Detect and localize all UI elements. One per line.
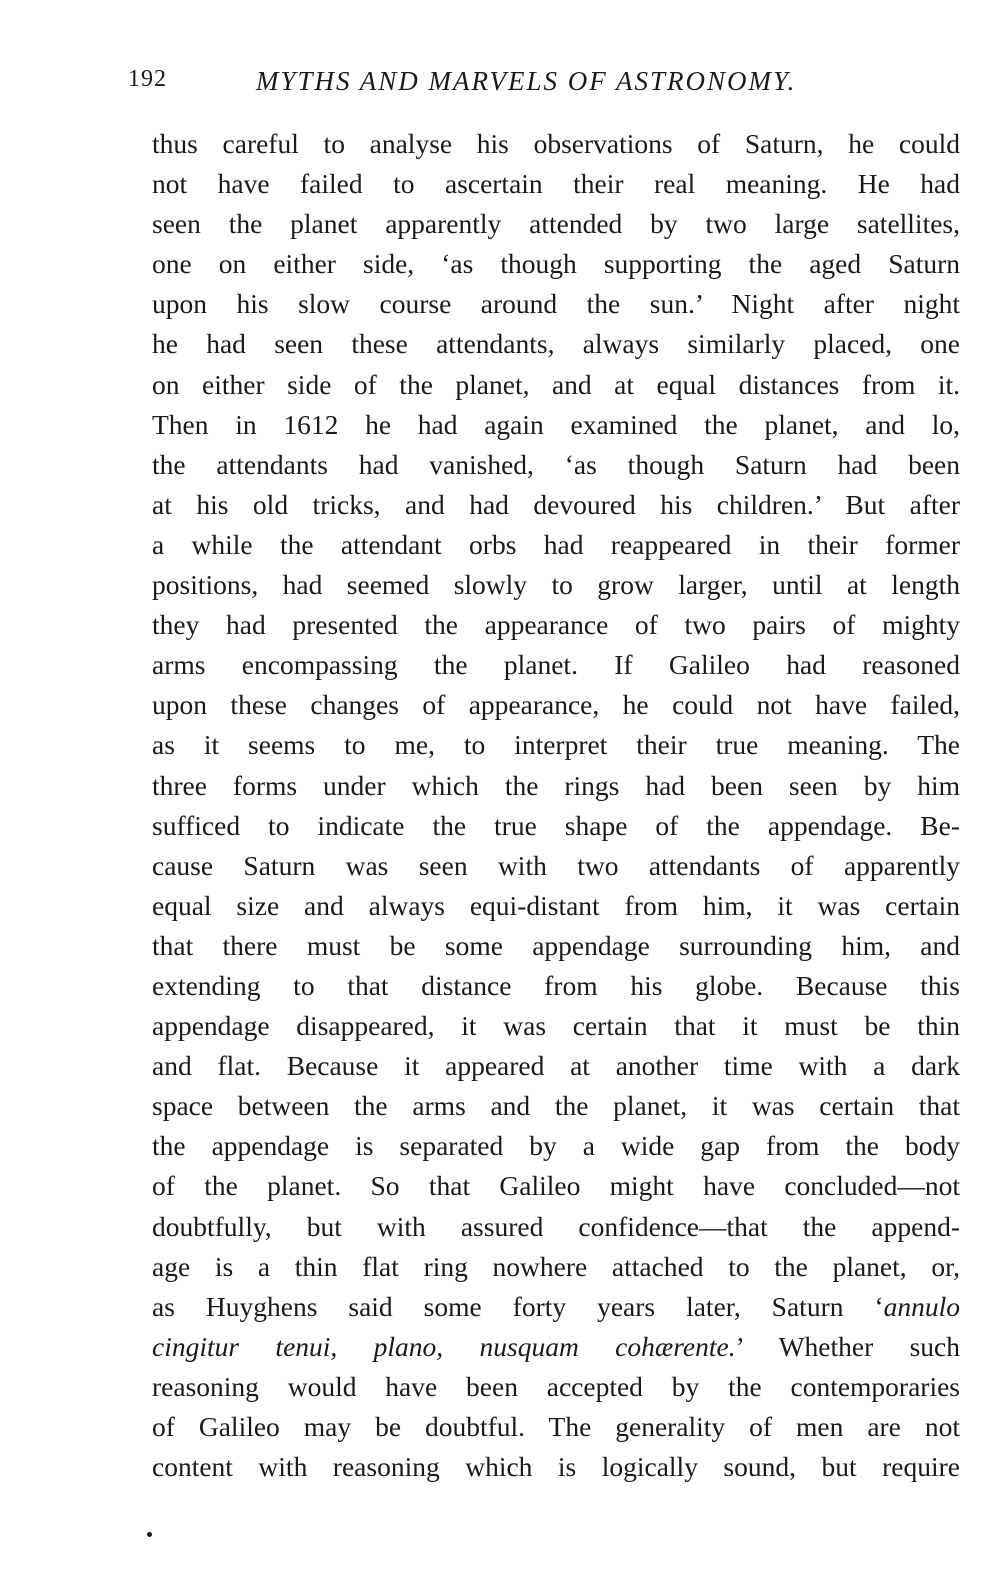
page-number: 192 xyxy=(128,66,167,92)
body-text xyxy=(152,124,960,1487)
running-title: MYTHS AND MARVELS OF ASTRONOMY. xyxy=(256,66,797,96)
text-line: positions, had seemed slowly to grow larger, until at length xyxy=(152,569,960,601)
text-line: not have failed to ascertain their real meaning. He had xyxy=(152,168,960,200)
text-line: upon these changes of appearance, he could not have failed, xyxy=(152,689,960,721)
text-line: age is a thin flat ring nowhere attached to the planet, or, xyxy=(152,1250,960,1282)
text-line: and flat. Because it appeared at another time with a dark xyxy=(152,1050,960,1082)
text-line: a while the attendant orbs had reappeared in their former xyxy=(152,528,960,560)
text-line: on either side of the planet, and at equal distances from it. xyxy=(152,368,960,400)
text-line: equal size and always equi-distant from him, it was certain xyxy=(152,889,960,921)
text-line: space between the arms and the planet, it was certain that xyxy=(152,1090,960,1122)
text-line: appendage disappeared, it was certain that it must be thin xyxy=(152,1010,960,1042)
text-line: the attendants had vanished, ‘as though Saturn had been xyxy=(152,448,960,480)
text-line: Then in 1612 he had again examined the planet, and lo, xyxy=(152,408,960,440)
text-line: at his old tricks, and had devoured his children.’ But after xyxy=(152,488,960,520)
text-line: that there must be some appendage surrounding him, and xyxy=(152,929,960,961)
text-line: one on either side, ‘as though supporting the aged Saturn xyxy=(152,248,960,280)
text-line: thus careful to analyse his observations of Saturn, he could xyxy=(152,128,960,159)
text-line-mixed xyxy=(152,1327,960,1367)
text-line: seen the planet apparently attended by two large satellites, xyxy=(152,208,960,240)
text-line: the appendage is separated by a wide gap from the body xyxy=(152,1130,960,1162)
ink-speck xyxy=(147,1532,152,1537)
text-segment: ’ Whether such xyxy=(735,1330,960,1362)
running-header xyxy=(128,66,948,106)
text-line: cause Saturn was seen with two attendants of apparently xyxy=(152,849,960,881)
latin-quotation: cingitur tenui, plano, nusquam cohærente. xyxy=(152,1330,736,1362)
text-line: content with reasoning which is logically sound, but require xyxy=(152,1451,960,1483)
text-line: doubtfully, but with assured confidence—that the append- xyxy=(152,1210,960,1242)
text-line: upon his slow course around the sun.’ Night after night xyxy=(152,288,960,320)
text-line-mixed xyxy=(152,1287,960,1327)
text-line: three forms under which the rings had been seen by him xyxy=(152,769,960,801)
text-line: of Galileo may be doubtful. The generality of men are not xyxy=(152,1411,960,1442)
latin-quotation: annulo xyxy=(883,1290,960,1322)
text-line: extending to that distance from his globe. Because this xyxy=(152,969,960,1001)
text-line: they had presented the appearance of two pairs of mighty xyxy=(152,609,960,641)
text-line: he had seen these attendants, always similarly placed, one xyxy=(152,328,960,360)
text-segment: as Huyghens said some forty years later, Saturn ‘ xyxy=(152,1290,884,1322)
text-line: arms encompassing the planet. If Galileo had reasoned xyxy=(152,649,960,681)
text-line: sufficed to indicate the true shape of the appendage. Be- xyxy=(152,809,960,841)
text-line: of the planet. So that Galileo might have concluded—not xyxy=(152,1170,960,1202)
text-line: as it seems to me, to interpret their true meaning. The xyxy=(152,729,960,761)
text-line: reasoning would have been accepted by the contemporaries xyxy=(152,1370,960,1402)
